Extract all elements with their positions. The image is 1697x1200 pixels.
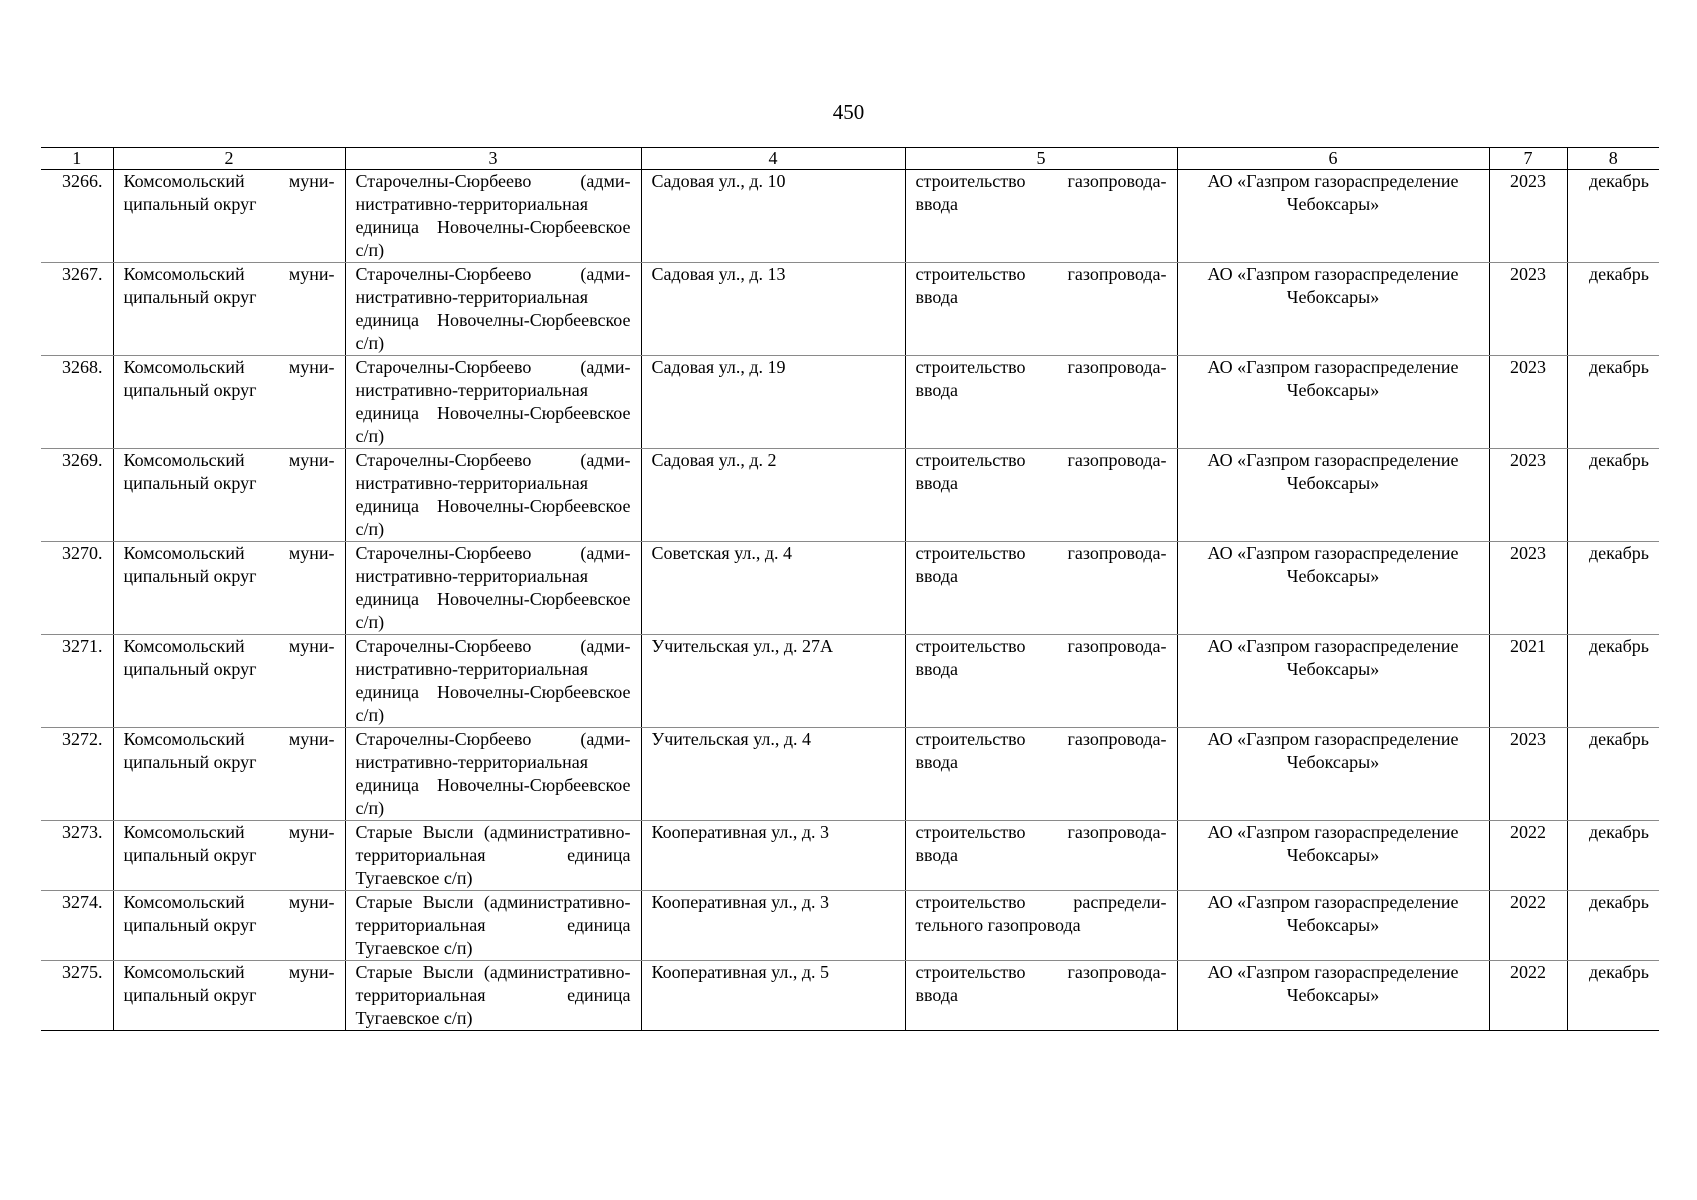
column-header: 6 [1177, 148, 1489, 170]
row-number-cell: 3274. [41, 891, 113, 961]
year-cell: 2023 [1489, 170, 1567, 263]
work-type-cell: строительство газопровода-ввода [905, 821, 1177, 891]
month-cell: декабрь [1567, 961, 1659, 1031]
row-number-cell: 3275. [41, 961, 113, 1031]
year-cell: 2023 [1489, 356, 1567, 449]
district-cell: Комсомольский муниципальный округ [113, 356, 345, 449]
address-cell: Кооперативная ул., д. 5 [641, 961, 905, 1031]
district-cell: Комсомольский муниципальный округ [113, 821, 345, 891]
address-cell: Садовая ул., д. 19 [641, 356, 905, 449]
table-row [41, 635, 1659, 728]
organization-cell: АО «Газпром газораспределение Чебоксары» [1177, 170, 1489, 263]
address-cell: Учительская ул., д. 27А [641, 635, 905, 728]
table-row [41, 356, 1659, 449]
table-row [41, 263, 1659, 356]
column-header: 5 [905, 148, 1177, 170]
settlement-cell: Старочелны-Сюрбеево (административно-территориальная единица Новочелны-Сюрбеевское с/п) [345, 635, 641, 728]
address-cell: Кооперативная ул., д. 3 [641, 891, 905, 961]
year-cell: 2021 [1489, 635, 1567, 728]
year-cell: 2022 [1489, 821, 1567, 891]
work-type-cell: строительство газопровода-ввода [905, 356, 1177, 449]
data-table [41, 147, 1659, 1031]
organization-cell: АО «Газпром газораспределение Чебоксары» [1177, 449, 1489, 542]
settlement-cell: Старочелны-Сюрбеево (административно-территориальная единица Новочелны-Сюрбеевское с/п) [345, 263, 641, 356]
month-cell: декабрь [1567, 356, 1659, 449]
year-cell: 2023 [1489, 728, 1567, 821]
settlement-cell: Старочелны-Сюрбеево (административно-территориальная единица Новочелны-Сюрбеевское с/п) [345, 170, 641, 263]
table-row [41, 728, 1659, 821]
settlement-cell: Старые Высли (административно-территориальная единица Тугаевское с/п) [345, 891, 641, 961]
work-type-cell: строительство газопровода-ввода [905, 635, 1177, 728]
column-header: 3 [345, 148, 641, 170]
work-type-cell: строительство газопровода-ввода [905, 449, 1177, 542]
row-number-cell: 3269. [41, 449, 113, 542]
settlement-cell: Старочелны-Сюрбеево (административно-территориальная единица Новочелны-Сюрбеевское с/п) [345, 449, 641, 542]
month-cell: декабрь [1567, 542, 1659, 635]
table-row [41, 542, 1659, 635]
table-body [41, 170, 1659, 1031]
work-type-cell: строительство газопровода-ввода [905, 170, 1177, 263]
work-type-cell: строительство газопровода-ввода [905, 263, 1177, 356]
column-header: 7 [1489, 148, 1567, 170]
table-row [41, 821, 1659, 891]
work-type-cell: строительство газопровода-ввода [905, 542, 1177, 635]
month-cell: декабрь [1567, 263, 1659, 356]
address-cell: Учительская ул., д. 4 [641, 728, 905, 821]
row-number-cell: 3267. [41, 263, 113, 356]
year-cell: 2022 [1489, 961, 1567, 1031]
page-number: 450 [832, 100, 865, 124]
district-cell: Комсомольский муниципальный округ [113, 891, 345, 961]
month-cell: декабрь [1567, 821, 1659, 891]
column-header: 1 [41, 148, 113, 170]
work-type-cell: строительство распределительного газопровода [905, 891, 1177, 961]
month-cell: декабрь [1567, 449, 1659, 542]
organization-cell: АО «Газпром газораспределение Чебоксары» [1177, 961, 1489, 1031]
address-cell: Кооперативная ул., д. 3 [641, 821, 905, 891]
district-cell: Комсомольский муниципальный округ [113, 263, 345, 356]
address-cell: Садовая ул., д. 10 [641, 170, 905, 263]
month-cell: декабрь [1567, 170, 1659, 263]
settlement-cell: Старочелны-Сюрбеево (административно-территориальная единица Новочелны-Сюрбеевское с/п) [345, 356, 641, 449]
row-number-cell: 3268. [41, 356, 113, 449]
settlement-cell: Старочелны-Сюрбеево (административно-территориальная единица Новочелны-Сюрбеевское с/п) [345, 542, 641, 635]
address-cell: Садовая ул., д. 2 [641, 449, 905, 542]
address-cell: Советская ул., д. 4 [641, 542, 905, 635]
settlement-cell: Старочелны-Сюрбеево (административно-территориальная единица Новочелны-Сюрбеевское с/п) [345, 728, 641, 821]
column-header: 4 [641, 148, 905, 170]
year-cell: 2023 [1489, 263, 1567, 356]
district-cell: Комсомольский муниципальный округ [113, 635, 345, 728]
month-cell: декабрь [1567, 728, 1659, 821]
month-cell: декабрь [1567, 635, 1659, 728]
settlement-cell: Старые Высли (административно-территориальная единица Тугаевское с/п) [345, 961, 641, 1031]
column-header: 2 [113, 148, 345, 170]
row-number-cell: 3272. [41, 728, 113, 821]
settlement-cell: Старые Высли (административно-территориальная единица Тугаевское с/п) [345, 821, 641, 891]
district-cell: Комсомольский муниципальный округ [113, 170, 345, 263]
table-row [41, 449, 1659, 542]
column-header: 8 [1567, 148, 1659, 170]
district-cell: Комсомольский муниципальный округ [113, 449, 345, 542]
row-number-cell: 3273. [41, 821, 113, 891]
district-cell: Комсомольский муниципальный округ [113, 728, 345, 821]
work-type-cell: строительство газопровода-ввода [905, 728, 1177, 821]
table-row [41, 891, 1659, 961]
organization-cell: АО «Газпром газораспределение Чебоксары» [1177, 542, 1489, 635]
year-cell: 2023 [1489, 449, 1567, 542]
organization-cell: АО «Газпром газораспределение Чебоксары» [1177, 891, 1489, 961]
work-type-cell: строительство газопровода-ввода [905, 961, 1177, 1031]
year-cell: 2023 [1489, 542, 1567, 635]
row-number-cell: 3271. [41, 635, 113, 728]
year-cell: 2022 [1489, 891, 1567, 961]
organization-cell: АО «Газпром газораспределение Чебоксары» [1177, 728, 1489, 821]
table-row [41, 170, 1659, 263]
address-cell: Садовая ул., д. 13 [641, 263, 905, 356]
month-cell: декабрь [1567, 891, 1659, 961]
organization-cell: АО «Газпром газораспределение Чебоксары» [1177, 821, 1489, 891]
district-cell: Комсомольский муниципальный округ [113, 961, 345, 1031]
row-number-cell: 3270. [41, 542, 113, 635]
organization-cell: АО «Газпром газораспределение Чебоксары» [1177, 356, 1489, 449]
district-cell: Комсомольский муниципальный округ [113, 542, 345, 635]
organization-cell: АО «Газпром газораспределение Чебоксары» [1177, 263, 1489, 356]
organization-cell: АО «Газпром газораспределение Чебоксары» [1177, 635, 1489, 728]
row-number-cell: 3266. [41, 170, 113, 263]
column-number-row [41, 148, 1659, 170]
table-row [41, 961, 1659, 1031]
